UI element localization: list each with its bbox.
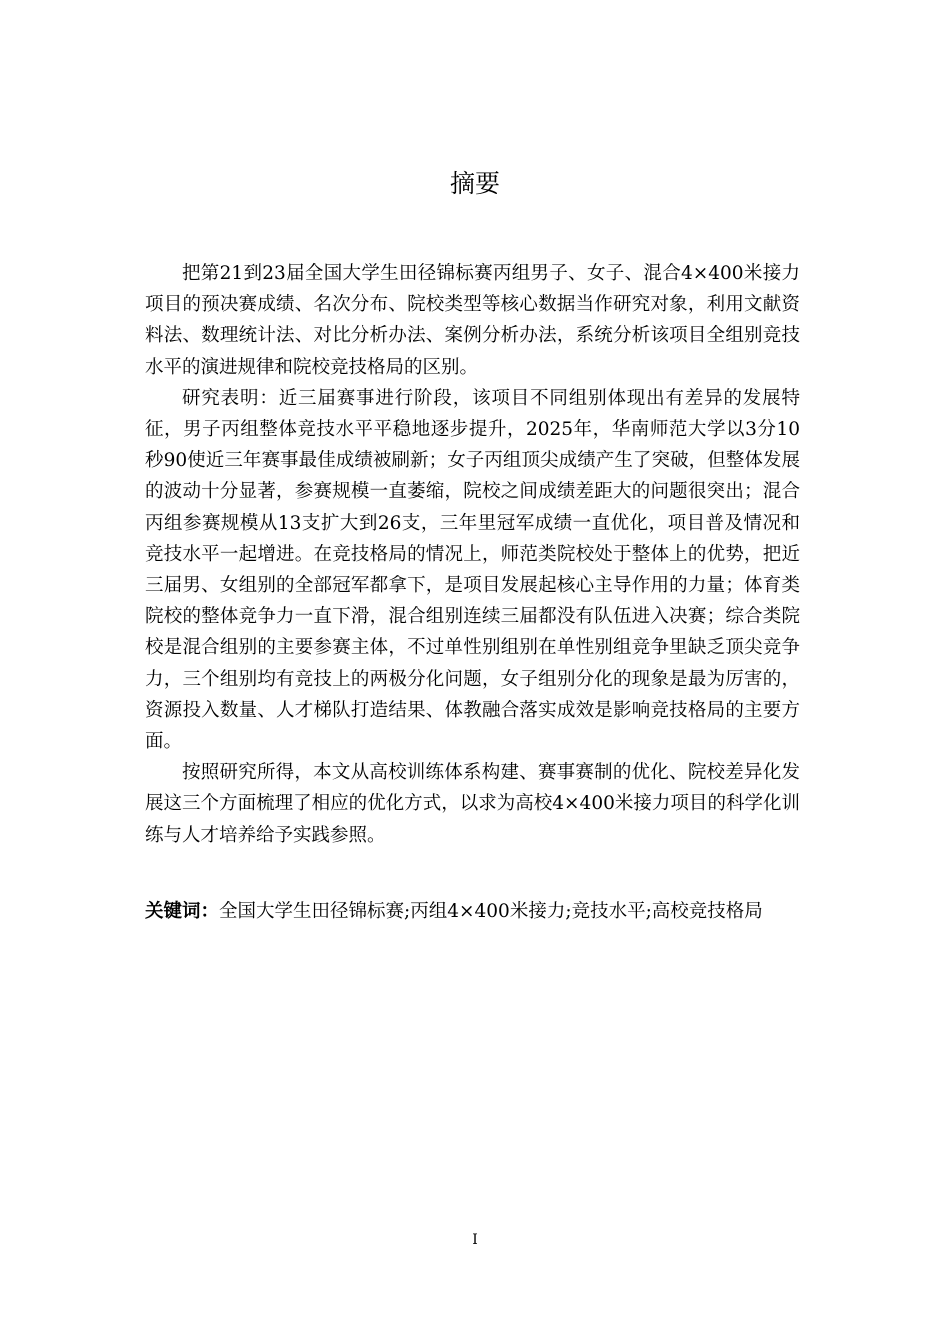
keywords-line: [145, 896, 805, 927]
abstract-paragraph-3: 按照研究所得，本文从高校训练体系构建、赛事赛制的优化、院校差异化发展这三个方面梳理了相应的优化方式，以求为高校4×400米接力项目的科学化训练与人才培养给予实践参照。: [145, 762, 800, 846]
abstract-paragraph-2: 研究表明：近三届赛事进行阶段，该项目不同组别体现出有差异的发展特征，男子丙组整体竞技水平平稳地逐步提升，2025年，华南师范大学以3分10秒90使近三年赛事最佳成绩被刷新；女子丙组顶尖成绩产生了突破，但整体发展的波动十分显著，参赛规模一直萎缩，院校之间成绩差距大的问题很突出；混合丙组参赛规模从13支扩大到26支，三年里冠军成绩一直优化，项目普及情况和竞技水平一起增进。在竞技格局的情况上，师范类院校处于整体上的优势，把近三届男、女组别的全部冠军都拿下，是项目发展起核心主导作用的力量；体育类院校的整体竞争力一直下滑，混合组别连续三届都没有队伍进入决赛；综合类院校是混合组别的主要参赛主体，不过单性别组别在单性别组竞争里缺乏顶尖竞争力，三个组别均有竞技上的两极分化问题，女子组别分化的现象是最为厉害的，资源投入数量、人才梯队打造结果、体教融合落实成效是影响竞技格局的主要方面。: [145, 387, 800, 753]
abstract-body: [145, 258, 800, 851]
page-number: I: [472, 1232, 478, 1248]
keywords-text: 全国大学生田径锦标赛;丙组4×400米接力;竞技水平;高校竞技格局: [219, 901, 763, 922]
abstract-title: 摘要: [449, 169, 500, 198]
keywords-label: 关键词：: [145, 901, 220, 922]
abstract-paragraph-1: 把第21到23届全国大学生田径锦标赛丙组男子、女子、混合4×400米接力项目的预决赛成绩、名次分布、院校类型等核心数据当作研究对象，利用文献资料法、数理统计法、对比分析办法、案例分析办法，系统分析该项目全组别竞技水平的演进规律和院校竞技格局的区别。: [145, 263, 800, 378]
